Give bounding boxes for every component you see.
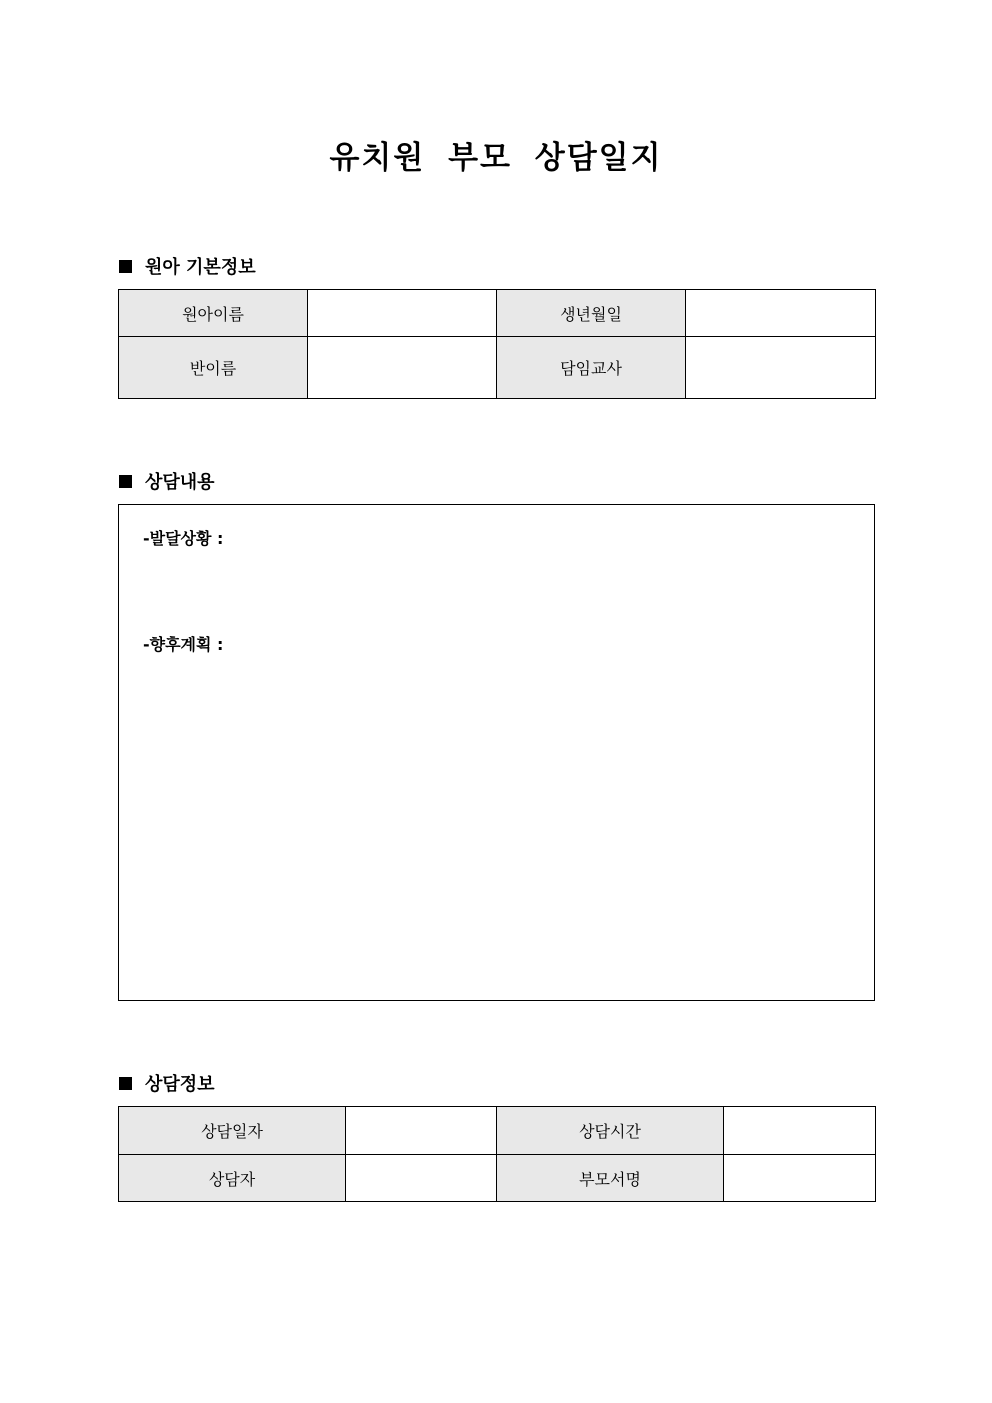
consult-time-label: 상담시간 <box>497 1107 724 1155</box>
parent-signature-label: 부모서명 <box>497 1155 724 1202</box>
section-heading-text: 상담정보 <box>145 1074 215 1095</box>
consult-info-table <box>118 1106 876 1202</box>
section-heading-text: 상담내용 <box>145 472 215 493</box>
page-title: 유치원 부모 상담일지 <box>329 140 663 176</box>
table-row <box>119 1107 876 1155</box>
consult-date-field[interactable] <box>346 1107 497 1155</box>
parent-signature-field[interactable] <box>724 1155 876 1202</box>
consult-time-field[interactable] <box>724 1107 876 1155</box>
homeroom-teacher-field[interactable] <box>686 337 876 399</box>
basic-info-table <box>118 289 876 399</box>
section-heading-consult-info <box>119 1070 215 1096</box>
counselor-field[interactable] <box>346 1155 497 1202</box>
homeroom-teacher-label: 담임교사 <box>497 337 686 399</box>
square-bullet-icon <box>119 260 132 273</box>
class-name-field[interactable] <box>308 337 497 399</box>
consult-date-label: 상담일자 <box>119 1107 346 1155</box>
development-status-label: -발달상황 : <box>143 529 224 548</box>
class-name-label: 반이름 <box>119 337 308 399</box>
section-heading-basic-info <box>119 253 256 279</box>
birth-date-label: 생년월일 <box>497 290 686 337</box>
table-row <box>119 290 876 337</box>
section-heading-text: 원아 기본정보 <box>145 257 256 278</box>
future-plan-label: -향후계획 : <box>143 635 224 654</box>
table-row <box>119 1155 876 1202</box>
counselor-label: 상담자 <box>119 1155 346 1202</box>
square-bullet-icon <box>119 475 132 488</box>
table-row <box>119 337 876 399</box>
child-name-field[interactable] <box>308 290 497 337</box>
child-name-label: 원아이름 <box>119 290 308 337</box>
section-heading-consult-content <box>119 468 215 494</box>
consult-content-box[interactable] <box>118 504 875 1001</box>
square-bullet-icon <box>119 1077 132 1090</box>
birth-date-field[interactable] <box>686 290 876 337</box>
